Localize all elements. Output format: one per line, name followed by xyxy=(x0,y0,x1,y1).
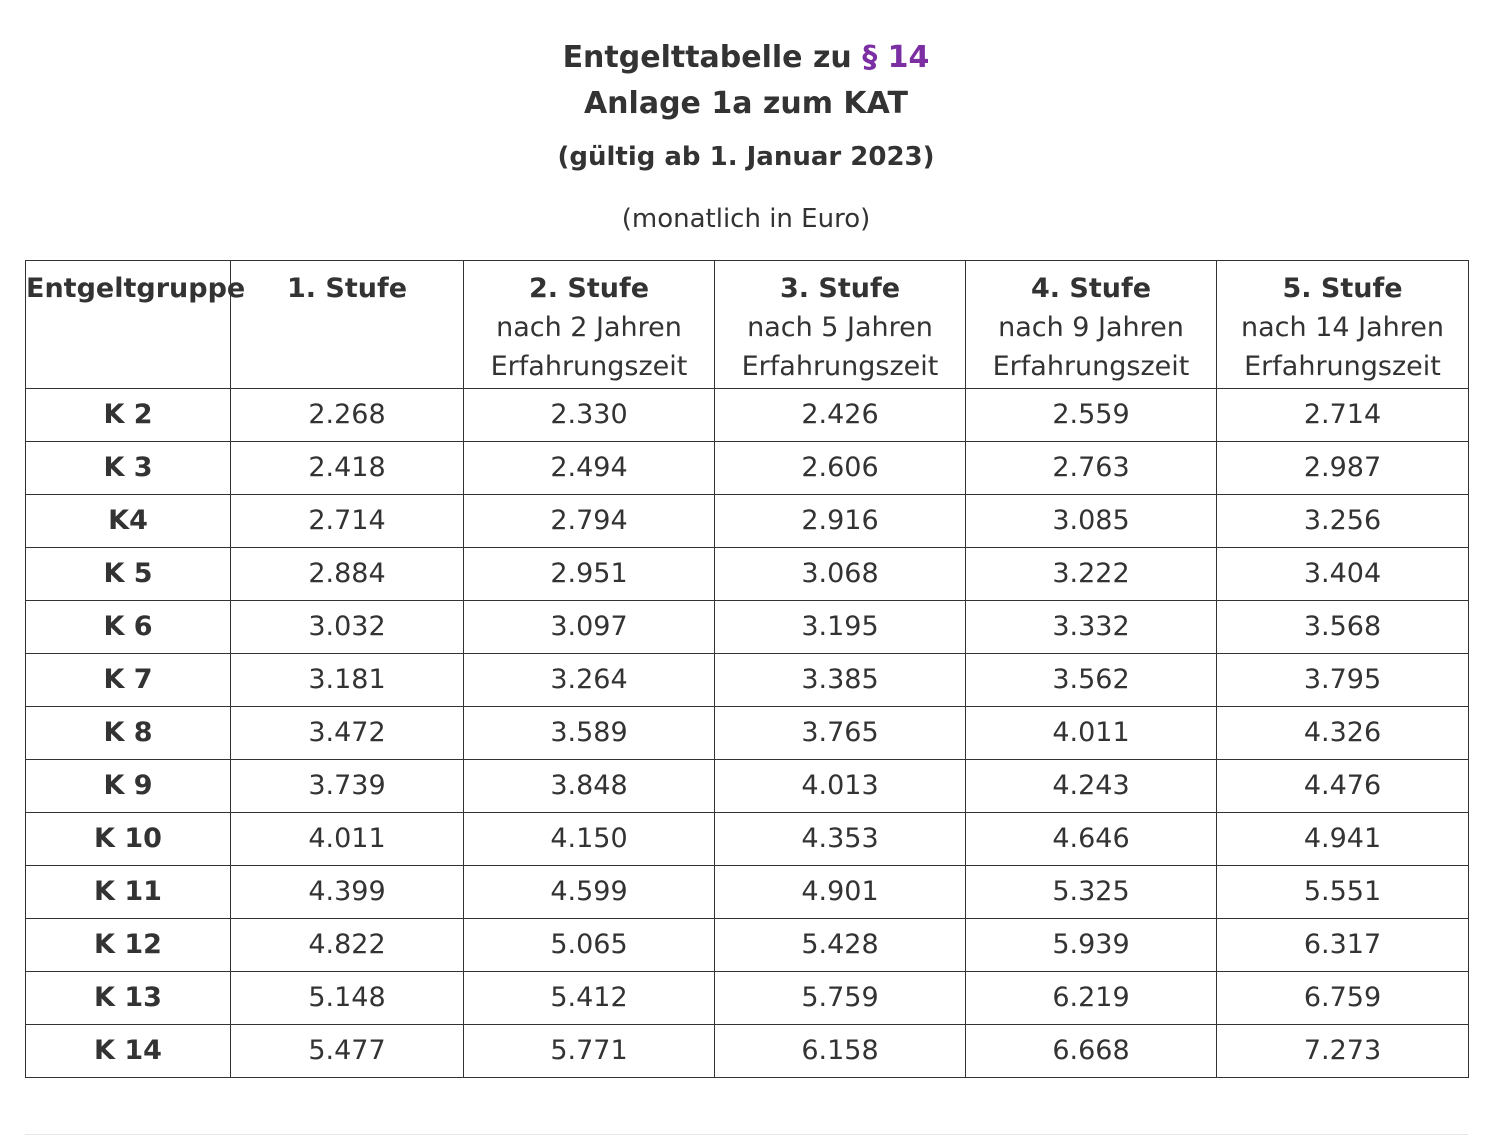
value-cell: 5.412 xyxy=(464,972,715,1025)
table-row xyxy=(26,919,1469,972)
column-header-label: 3. Stufe xyxy=(779,273,901,304)
value-cell: 4.011 xyxy=(231,813,464,866)
value-cell: 2.330 xyxy=(464,389,715,442)
table-header-row xyxy=(26,261,1469,389)
value-cell: 5.771 xyxy=(464,1025,715,1078)
group-cell: K4 xyxy=(26,495,231,548)
paragraph-14-link[interactable]: § 14 xyxy=(862,40,930,75)
column-header-label: Entgeltgruppe xyxy=(26,273,246,304)
column-header xyxy=(715,261,966,389)
column-header-sub: nach 14 Jahren xyxy=(1241,312,1444,343)
value-cell: 6.317 xyxy=(1217,919,1469,972)
value-cell: 2.987 xyxy=(1217,442,1469,495)
table-row xyxy=(26,972,1469,1025)
column-header-sub: Erfahrungszeit xyxy=(992,351,1190,382)
table-row xyxy=(26,548,1469,601)
value-cell: 4.326 xyxy=(1217,707,1469,760)
value-cell: 5.325 xyxy=(966,866,1217,919)
value-cell: 6.219 xyxy=(966,972,1217,1025)
value-cell: 2.916 xyxy=(715,495,966,548)
value-cell: 2.606 xyxy=(715,442,966,495)
value-cell: 2.794 xyxy=(464,495,715,548)
column-header xyxy=(966,261,1217,389)
value-cell: 4.011 xyxy=(966,707,1217,760)
column-header xyxy=(26,261,246,389)
value-cell: 7.273 xyxy=(1217,1025,1469,1078)
validity-note: (gültig ab 1. Januar 2023) xyxy=(557,142,935,172)
table-row xyxy=(26,654,1469,707)
value-cell: 3.765 xyxy=(715,707,966,760)
table-row xyxy=(26,707,1469,760)
value-cell: 3.795 xyxy=(1217,654,1469,707)
table-row xyxy=(26,866,1469,919)
value-cell: 4.646 xyxy=(966,813,1217,866)
value-cell: 2.418 xyxy=(231,442,464,495)
column-header-sub: Erfahrungszeit xyxy=(490,351,688,382)
value-cell: 2.714 xyxy=(1217,389,1469,442)
page-title xyxy=(0,38,1492,78)
column-header-sub: Erfahrungszeit xyxy=(741,351,939,382)
value-cell: 3.589 xyxy=(464,707,715,760)
column-header xyxy=(231,261,464,389)
value-cell: 2.268 xyxy=(231,389,464,442)
value-cell: 3.032 xyxy=(231,601,464,654)
bottom-divider xyxy=(25,1134,1468,1135)
group-cell: K 3 xyxy=(26,442,231,495)
value-cell: 3.085 xyxy=(966,495,1217,548)
value-cell: 3.568 xyxy=(1217,601,1469,654)
column-header-sub: nach 5 Jahren xyxy=(747,312,933,343)
value-cell: 4.150 xyxy=(464,813,715,866)
value-cell: 3.264 xyxy=(464,654,715,707)
value-cell: 6.158 xyxy=(715,1025,966,1078)
group-cell: K 10 xyxy=(26,813,231,866)
column-header-label: 4. Stufe xyxy=(1030,273,1152,304)
group-cell: K 2 xyxy=(26,389,231,442)
value-cell: 3.097 xyxy=(464,601,715,654)
table-row xyxy=(26,495,1469,548)
value-cell: 5.428 xyxy=(715,919,966,972)
value-cell: 2.763 xyxy=(966,442,1217,495)
value-cell: 4.399 xyxy=(231,866,464,919)
column-header xyxy=(1217,261,1469,389)
salary-table xyxy=(25,260,1469,1078)
value-cell: 2.426 xyxy=(715,389,966,442)
group-cell: K 9 xyxy=(26,760,231,813)
value-cell: 4.476 xyxy=(1217,760,1469,813)
value-cell: 2.884 xyxy=(231,548,464,601)
value-cell: 5.148 xyxy=(231,972,464,1025)
value-cell: 6.668 xyxy=(966,1025,1217,1078)
column-header-label: 1. Stufe xyxy=(286,273,408,304)
column-header-sub: nach 2 Jahren xyxy=(496,312,682,343)
value-cell: 3.195 xyxy=(715,601,966,654)
value-cell: 6.759 xyxy=(1217,972,1469,1025)
column-header-label: 2. Stufe xyxy=(528,273,650,304)
value-cell: 2.559 xyxy=(966,389,1217,442)
table-row xyxy=(26,813,1469,866)
value-cell: 2.714 xyxy=(231,495,464,548)
group-cell: K 14 xyxy=(26,1025,231,1078)
value-cell: 3.222 xyxy=(966,548,1217,601)
value-cell: 5.551 xyxy=(1217,866,1469,919)
value-cell: 4.013 xyxy=(715,760,966,813)
group-cell: K 12 xyxy=(26,919,231,972)
column-header-sub: Erfahrungszeit xyxy=(1244,351,1441,382)
group-cell: K 6 xyxy=(26,601,231,654)
column-header-sub: nach 9 Jahren xyxy=(998,312,1184,343)
value-cell: 2.951 xyxy=(464,548,715,601)
group-cell: K 8 xyxy=(26,707,231,760)
value-cell: 3.472 xyxy=(231,707,464,760)
table-row xyxy=(26,601,1469,654)
value-cell: 3.068 xyxy=(715,548,966,601)
column-header-label: 5. Stufe xyxy=(1282,273,1403,304)
value-cell: 5.939 xyxy=(966,919,1217,972)
table-row xyxy=(26,1025,1469,1078)
title-prefix: Entgelttabelle zu xyxy=(562,40,852,75)
value-cell: 3.256 xyxy=(1217,495,1469,548)
value-cell: 3.739 xyxy=(231,760,464,813)
value-cell: 3.385 xyxy=(715,654,966,707)
value-cell: 3.404 xyxy=(1217,548,1469,601)
unit-note: (monatlich in Euro) xyxy=(621,204,871,234)
value-cell: 4.599 xyxy=(464,866,715,919)
value-cell: 4.243 xyxy=(966,760,1217,813)
table-row xyxy=(26,760,1469,813)
value-cell: 4.353 xyxy=(715,813,966,866)
value-cell: 5.759 xyxy=(715,972,966,1025)
page-subtitle: Anlage 1a zum KAT xyxy=(583,86,909,121)
value-cell: 4.901 xyxy=(715,866,966,919)
value-cell: 5.477 xyxy=(231,1025,464,1078)
value-cell: 3.332 xyxy=(966,601,1217,654)
value-cell: 5.065 xyxy=(464,919,715,972)
group-cell: K 13 xyxy=(26,972,231,1025)
group-cell: K 5 xyxy=(26,548,231,601)
value-cell: 3.562 xyxy=(966,654,1217,707)
table-row xyxy=(26,389,1469,442)
group-cell: K 11 xyxy=(26,866,231,919)
table-row xyxy=(26,442,1469,495)
value-cell: 4.822 xyxy=(231,919,464,972)
value-cell: 4.941 xyxy=(1217,813,1469,866)
value-cell: 2.494 xyxy=(464,442,715,495)
column-header xyxy=(464,261,715,389)
group-cell: K 7 xyxy=(26,654,231,707)
value-cell: 3.181 xyxy=(231,654,464,707)
value-cell: 3.848 xyxy=(464,760,715,813)
